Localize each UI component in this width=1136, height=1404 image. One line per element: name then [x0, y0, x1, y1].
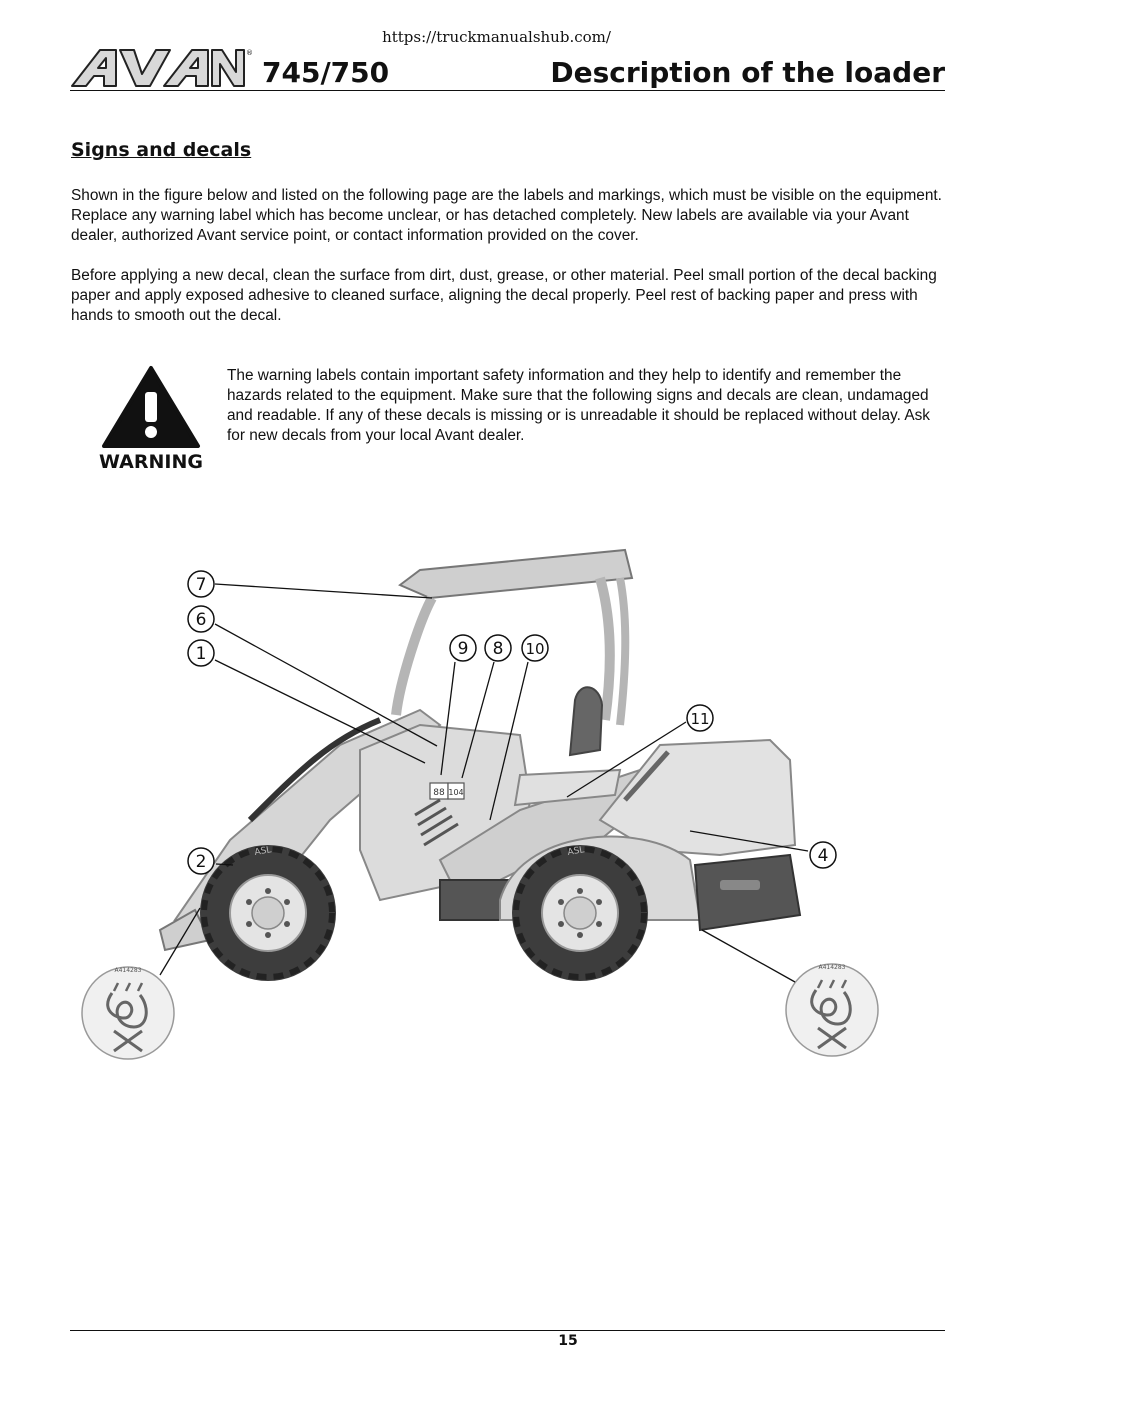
- callout-9-label: 9: [457, 639, 469, 659]
- callout-11-label: 11: [690, 710, 710, 728]
- loader-illustration: [160, 550, 800, 981]
- decal-code-right: A414283: [818, 964, 846, 971]
- warning-text: The warning labels contain important safety information and they help to identify and remember the hazards related to the equipment. Make sure that the following signs and decals are clean, undamaged and readable. If any of these decals is missing or is unreadable it should be replaced without delay. Ask for new decals from your local Avant dealer.: [227, 367, 930, 444]
- decal-code-left: A414283: [114, 967, 142, 974]
- callout-2-label: 2: [195, 852, 207, 872]
- source-url: https://truckmanualshub.com/: [382, 28, 611, 46]
- svg-text:®: ®: [246, 49, 253, 57]
- footer-rule: [70, 1330, 945, 1331]
- decal-104-label: 104: [448, 788, 464, 797]
- callout-10-label: 10: [525, 640, 545, 658]
- callout-1-label: 1: [195, 644, 207, 664]
- hose-decal-left: [82, 967, 174, 1059]
- loader-figure: [0, 520, 993, 1080]
- header-rule: [70, 90, 945, 91]
- section-title: Signs and decals: [71, 139, 252, 161]
- callout-6-label: 6: [195, 610, 207, 630]
- callout-8-label: 8: [492, 639, 504, 659]
- model-number: 745/750: [262, 56, 390, 89]
- intro-paragraph: Shown in the figure below and listed on the following page are the labels and markings, which must be visible on the equipment. Replace any warning label which has become unclear, or has detached completely. New labels are available via your Avant dealer, authorized Avant service point, or contact information provided on the cover.: [71, 187, 942, 244]
- callout-4-label: 4: [817, 846, 829, 866]
- rear-tire-brand: ASL: [566, 845, 586, 858]
- decal-88-label: 88: [433, 788, 445, 798]
- hose-decal-right: [786, 964, 878, 1056]
- warning-icon: [100, 366, 202, 476]
- warning-label: WARNING: [99, 451, 203, 473]
- front-tire-brand: ASL: [253, 845, 273, 858]
- decal-application-paragraph: Before applying a new decal, clean the surface from dirt, dust, grease, or other material. Peel small portion of the decal backing paper and apply exposed adhesive to cleaned surface, aligning the decal properly. Peel rest of backing paper and press with hands to smooth out the decal.: [71, 267, 937, 324]
- avant-logo: [70, 46, 253, 88]
- callout-7-label: 7: [195, 575, 207, 595]
- chapter-title: Description of the loader: [550, 56, 945, 89]
- page-number: 15: [558, 1333, 578, 1349]
